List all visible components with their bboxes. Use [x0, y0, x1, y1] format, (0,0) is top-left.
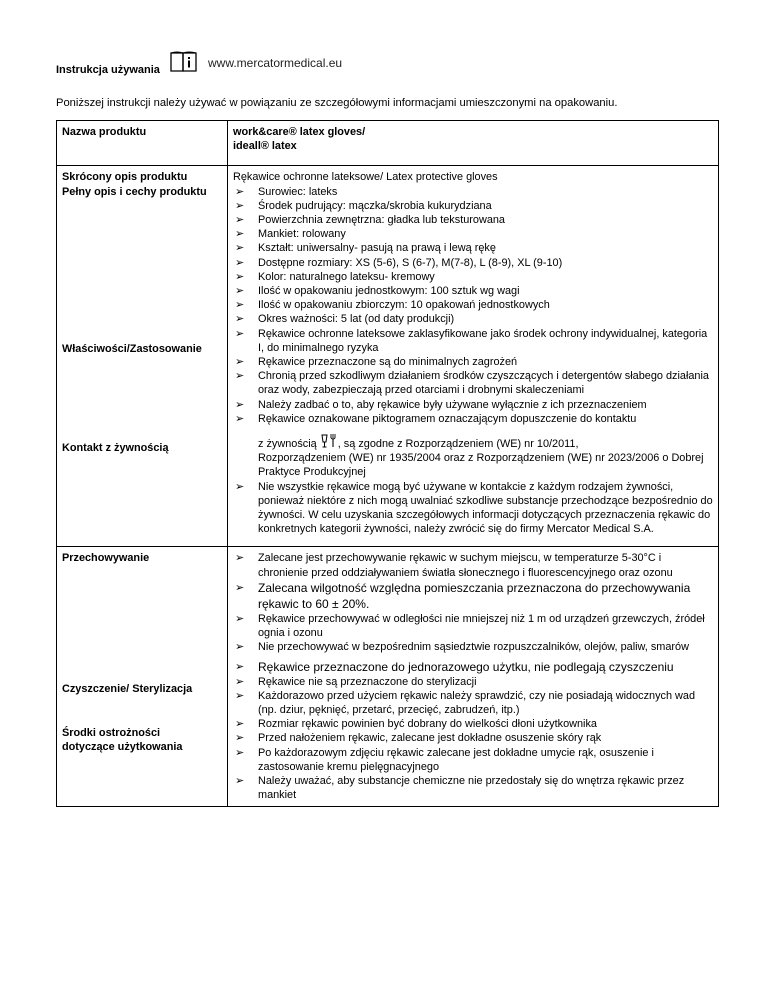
food-contact-text-b: z żywnością	[258, 438, 317, 451]
product-name-line1: work&care® latex gloves/	[233, 126, 366, 138]
food-contact-text-c-first: , są zgodne z Rozporządzeniem (WE) nr 10/2011,	[337, 438, 579, 451]
list-item: ➢ Zalecane jest przechowywanie rękawic w suchym miejscu, w temperaturze 5-30°C i chronienie przed oddziaływaniem światła słonecznego i fluorescencyjnego oraz ozonu	[233, 551, 713, 579]
list-item: ➢ Rękawice nie są przeznaczone do sterylizacji	[233, 675, 713, 689]
document-title: Instrukcja używania	[56, 64, 160, 76]
list-item: ➢ Surowiec: lateks	[233, 185, 713, 199]
properties-list	[233, 327, 713, 412]
description-content	[228, 166, 719, 547]
precautions-label-2: dotyczące użytkowania	[62, 741, 183, 754]
glass-fork-icon	[320, 432, 338, 449]
product-info-table	[56, 120, 719, 807]
short-desc-label: Skrócony opis produktu	[62, 171, 188, 184]
list-item: ➢ Rozmiar rękawic powinien być dobrany do wielkości dłoni użytkownika	[233, 717, 713, 731]
food-contact-text-b-wrap	[258, 432, 578, 451]
description-labels	[57, 166, 228, 547]
website-url[interactable]: www.mercatormedical.eu	[208, 56, 343, 70]
list-item: ➢ Nie wszystkie rękawice mogą być używane w kontakcie z każdym rodzajem żywności, ponieważ niektóre z nich mogą uwalniać szkodliwe substancje przechodzące bezpośrednio do żywności. W celu uzyskania szczegółowych informacji dotyczących przeznaczenia rękawic do konkretnych kategorii żywności, należy zwrócić się do firmy Mercator Medical S.A.	[233, 480, 713, 537]
short-desc-value: Rękawice ochronne lateksowe/ Latex protective gloves	[233, 171, 498, 184]
intro-text: Poniższej instrukcji należy używać w powiązaniu ze szczegółowymi informacjami umieszczonymi na opakowaniu.	[56, 97, 618, 109]
precautions-label-1: Środki ostrożności	[62, 726, 161, 739]
list-item: ➢ Powierzchnia zewnętrzna: gładka lub teksturowana	[233, 213, 713, 227]
list-item: ➢ Kolor: naturalnego lateksu- kremowy	[233, 270, 713, 284]
list-item: ➢ Okres ważności: 5 lat (od daty produkcji)	[233, 312, 713, 326]
product-name	[228, 121, 719, 166]
list-item	[233, 412, 713, 480]
list-item: ➢ Ilość w opakowaniu jednostkowym: 100 sztuk wg wagi	[233, 284, 713, 298]
list-item: ➢ Rękawice ochronne lateksowe zaklasyfikowane jako środek ochrony indywidualnej, kategoria I, do minimalnego ryzyka	[233, 327, 713, 355]
instruction-book-icon	[169, 50, 199, 74]
document-header	[56, 50, 716, 80]
food-contact-text-c-rest: Rozporządzeniem (WE) nr 1935/2004 oraz z Rozporządzeniem (WE) nr 2023/2006 o Dobrej Praktyce Produkcyjnej	[258, 452, 704, 479]
full-desc-list	[233, 185, 713, 327]
product-label-text: Nazwa produktu	[62, 126, 147, 138]
list-item: ➢ Każdorazowo przed użyciem rękawic należy sprawdzić, czy nie posiadają widocznych wad (np. dziur, pęknięć, przetarć, przecięć, zabrudzeń, itp.)	[233, 689, 713, 717]
storage-label: Przechowywanie	[62, 552, 150, 565]
list-item: ➢ Należy zadbać o to, aby rękawice były używane wyłącznie z ich przeznaczeniem	[233, 398, 713, 412]
cleaning-list	[233, 659, 713, 689]
storage-list	[233, 551, 713, 654]
list-item: ➢ Rękawice przechowywać w odległości nie mniejszej niż 1 m od urządzeń grzewczych, źródeł ognia i ozonu	[233, 612, 713, 640]
table-row-description	[57, 166, 719, 547]
list-item: ➢ Rękawice przeznaczone do jednorazowego użytku, nie podlegają czyszczeniu	[233, 659, 713, 675]
product-label	[57, 121, 228, 166]
food-contact-text-a: Rękawice oznakowane piktogramem oznaczającym dopuszczenie do kontaktu	[258, 412, 637, 425]
food-contact-label: Kontakt z żywnością	[62, 442, 169, 455]
storage-label-cell	[57, 547, 228, 807]
full-desc-label: Pełny opis i cechy produktu	[62, 185, 207, 198]
list-item: ➢ Nie przechowywać w bezpośrednim sąsiedztwie rozpuszczalników, olejów, paliw, smarów	[233, 640, 713, 654]
list-item: ➢ Chronią przed szkodliwym działaniem środków czyszczących i detergentów słabego działania oraz wody, zabezpieczają przed otarciami i drobnymi skaleczeniami	[233, 369, 713, 397]
list-item: ➢ Dostępne rozmiary: XS (5-6), S (6-7), M(7-8), L (8-9), XL (9-10)	[233, 256, 713, 270]
list-item: ➢ Rękawice przeznaczone są do minimalnych zagrożeń	[233, 355, 713, 369]
table-row-product	[57, 121, 719, 166]
cleaning-label: Czyszczenie/ Sterylizacja	[62, 682, 193, 695]
list-item: ➢ Ilość w opakowaniu zbiorczym: 10 opakowań jednostkowych	[233, 298, 713, 312]
list-item: ➢ Mankiet: rolowany	[233, 227, 713, 241]
list-item: ➢ Kształt: uniwersalny- pasują na prawą i lewą rękę	[233, 241, 713, 255]
storage-content	[228, 547, 719, 807]
list-item: ➢ Należy uważać, aby substancje chemiczne nie przedostały się do wnętrza rękawic przez mankiet	[233, 774, 713, 802]
list-item: ➢ Po każdorazowym zdjęciu rękawic zalecane jest dokładne umycie rąk, osuszenie i zastosowanie kremu pielęgnacyjnego	[233, 746, 713, 774]
list-item: ➢ Zalecana wilgotność względna pomieszczania przeznaczona do przechowywania rękawic to 60 ± 20%.	[233, 580, 713, 612]
precautions-list	[233, 689, 713, 803]
properties-label: Właściwości/Zastosowanie	[62, 342, 202, 355]
list-item: ➢ Środek pudrujący: mączka/skrobia kukurydziana	[233, 199, 713, 213]
food-contact-list	[233, 412, 713, 537]
list-item: ➢ Przed nałożeniem rękawic, zalecane jest dokładne osuszenie skóry rąk	[233, 731, 713, 745]
product-name-line2: ideall® latex	[233, 140, 297, 153]
table-row-storage	[57, 547, 719, 807]
